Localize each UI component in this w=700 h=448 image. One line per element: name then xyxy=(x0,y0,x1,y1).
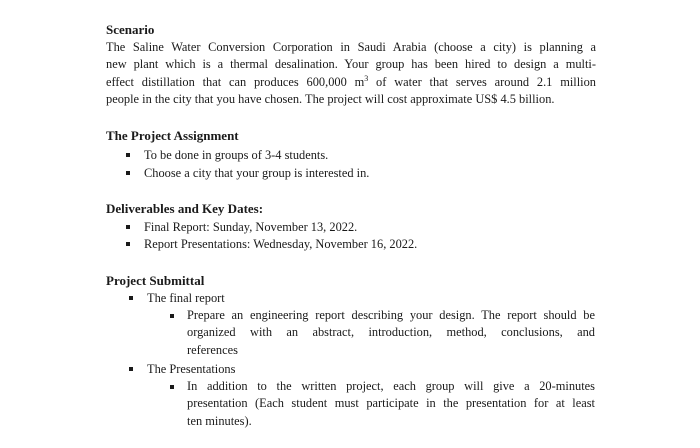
scenario-line: people in the city that you have chosen. The project will cost approximate US$ 4.5 billion. xyxy=(106,91,555,106)
scenario-paragraph xyxy=(106,39,596,108)
scenario-heading: Scenario xyxy=(106,22,155,37)
scenario-line: The Saline Water Conversion Corporation in Saudi Arabia (choose a city) is planning a xyxy=(106,40,596,54)
sub-bullet-icon xyxy=(170,314,174,318)
bullet-icon xyxy=(126,242,130,246)
report-line: Prepare an engineering report describing your design. The report should be xyxy=(187,308,595,322)
list-item-text: The Presentations xyxy=(147,362,236,376)
list-item-text: Choose a city that your group is interested in. xyxy=(144,166,370,180)
bullet-icon xyxy=(126,171,130,175)
list-item-text: The final report xyxy=(147,291,225,305)
sub-bullet-icon xyxy=(170,385,174,389)
presentation-line: ten minutes). xyxy=(187,413,252,428)
cubic-superscript: 3 xyxy=(364,73,369,83)
presentation-line: In addition to the written project, each group will give a 20-minutes xyxy=(187,379,595,393)
bullet-icon xyxy=(126,153,130,157)
bullet-icon xyxy=(129,367,133,371)
list-item-text: Final Report: Sunday, November 13, 2022. xyxy=(144,220,358,234)
bullet-icon xyxy=(126,225,130,229)
scenario-line: effect distillation that can produces 600,000 $m^3$ of water that serves around 2.1 million xyxy=(106,73,596,89)
deliverables-heading: Deliverables and Key Dates: xyxy=(106,201,264,216)
presentation-description xyxy=(187,378,595,430)
submittal-heading: Project Submittal xyxy=(106,273,205,288)
bullet-icon xyxy=(129,296,133,300)
report-line: organized with an abstract, introduction, method, conclusions, and xyxy=(187,325,595,340)
list-item-text: Report Presentations: Wednesday, November 16, 2022. xyxy=(144,237,418,251)
assignment-heading: The Project Assignment xyxy=(106,128,239,143)
report-description xyxy=(187,307,595,359)
presentation-line: presentation (Each student must participate in the presentation for at least xyxy=(187,396,595,411)
list-item-text: To be done in groups of 3-4 students. xyxy=(144,148,329,162)
scenario-line: new plant which is a thermal desalination. Your group has been hired to design a multi- xyxy=(106,57,596,72)
report-line: references xyxy=(187,342,238,357)
